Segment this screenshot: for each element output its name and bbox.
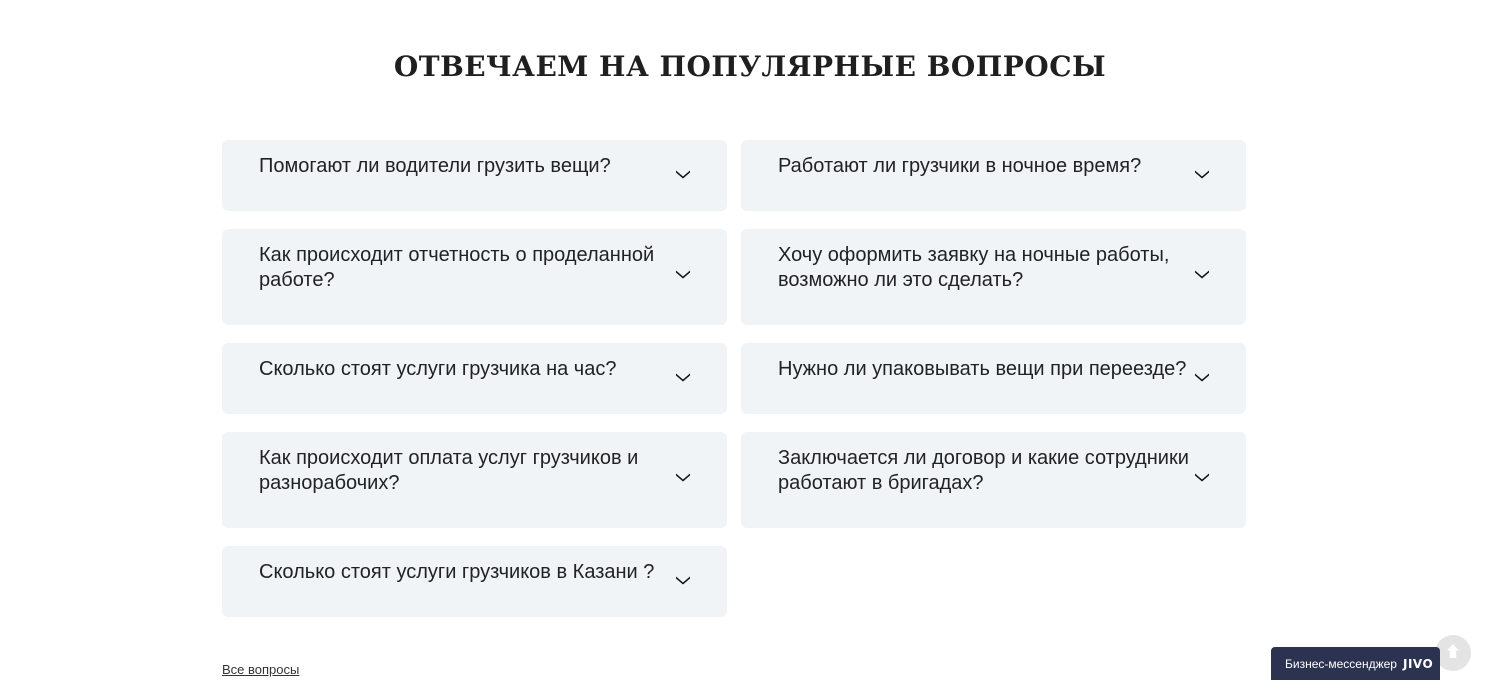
faq-question: Как происходит отчетность о проделанной работе? [259, 244, 655, 291]
chevron-down-icon[interactable] [675, 169, 697, 183]
faq-item[interactable] [222, 140, 727, 211]
faq-item[interactable] [222, 546, 727, 617]
faq-question: Нужно ли упаковывать вещи при переезде? [778, 358, 1187, 380]
faq-question: Заключается ли договор и какие сотрудники работают в бригадах? [778, 447, 1189, 494]
faq-item[interactable] [222, 229, 727, 325]
chevron-down-icon[interactable] [1194, 269, 1216, 283]
faq-question: Как происходит оплата услуг грузчиков и разнорабочих? [259, 447, 639, 494]
faq-item[interactable] [222, 343, 727, 414]
faq-question: Сколько стоят услуги грузчиков в Казани ? [259, 561, 655, 583]
chevron-down-icon[interactable] [1194, 472, 1216, 486]
faq-question: Сколько стоят услуги грузчика на час? [259, 358, 617, 380]
faq-question: Помогают ли водители грузить вещи? [259, 155, 611, 177]
arrow-up-icon [1446, 643, 1460, 664]
chevron-down-icon[interactable] [675, 575, 697, 589]
scroll-to-top-button[interactable] [1435, 635, 1471, 671]
messenger-widget[interactable] [1271, 647, 1440, 680]
chevron-down-icon[interactable] [1194, 372, 1216, 386]
faq-item[interactable] [222, 432, 727, 528]
faq-item[interactable] [741, 229, 1246, 325]
faq-list [222, 140, 1246, 617]
section-title: ОТВЕЧАЕМ НА ПОПУЛЯРНЫЕ ВОПРОСЫ [393, 50, 1107, 83]
chevron-down-icon[interactable] [675, 472, 697, 486]
chevron-down-icon[interactable] [675, 269, 697, 283]
faq-item[interactable] [741, 343, 1246, 414]
faq-question: Работают ли грузчики в ночное время? [778, 155, 1142, 177]
chevron-down-icon[interactable] [1194, 169, 1216, 183]
chevron-down-icon[interactable] [675, 372, 697, 386]
messenger-label: Бизнес-мессенджер [1285, 656, 1397, 671]
faq-question: Хочу оформить заявку на ночные работы, возможно ли это сделать? [778, 244, 1170, 291]
faq-item[interactable] [741, 140, 1246, 211]
jivo-logo: JIVO [1402, 656, 1434, 671]
faq-item[interactable] [741, 432, 1246, 528]
all-questions-link[interactable]: Все вопросы [222, 662, 300, 677]
